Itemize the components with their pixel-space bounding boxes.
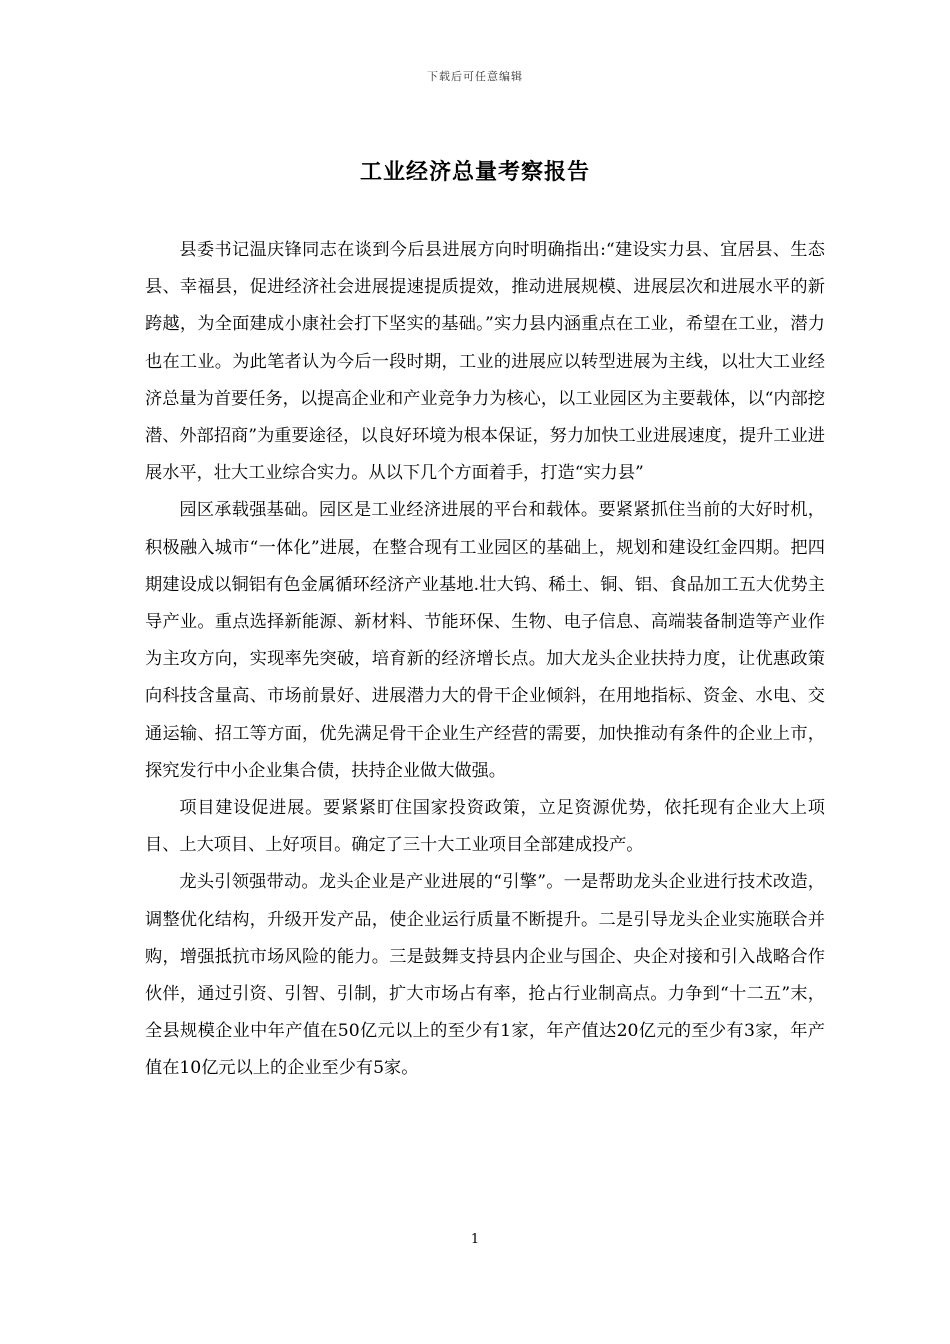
document-body	[145, 232, 825, 1088]
header-note: 下载后可任意编辑	[427, 70, 523, 83]
page-number: 1	[470, 1232, 480, 1247]
paragraph-park: 园区承载强基础。园区是工业经济进展的平台和载体。要紧紧抓住当前的大好时机，积极融入城市“一体化”进展，在整合现有工业园区的基础上，规划和建设红金四期。把四期建设成以铜铝有色金属循环经济产业基地.壮大钨、稀土、铜、铝、食品加工五大优势主导产业。重点选择新能源、新材料、节能环保、生物、电子信息、高端装备制造等产业作为主攻方向，实现率先突破，培育新的经济增长点。加大龙头企业扶持力度，让优惠政策向科技含量高、市场前景好、进展潜力大的骨干企业倾斜，在用地指标、资金、水电、交通运输、招工等方面，优先满足骨干企业生产经营的需要，加快推动有条件的企业上市，探究发行中小企业集合债，扶持企业做大做强。	[145, 500, 825, 781]
document-title: 工业经济总量考察报告	[359, 160, 590, 185]
paragraph-projects: 项目建设促进展。要紧紧盯住国家投资政策，立足资源优势，依托现有企业大上项目、上大项目、上好项目。确定了三十大工业项目全部建成投产。	[145, 798, 825, 856]
paragraph-leading-enterprises: 龙头引领强带动。龙头企业是产业进展的“引擎”。一是帮助龙头企业进行技术改造，调整优化结构，升级开发产品，使企业运行质量不断提升。二是引导龙头企业实施联合并购，增强抵抗市场风险的能力。三是鼓舞支持县内企业与国企、央企对接和引入战略合作伙伴，通过引资、引智、引制，扩大市场占有率，抢占行业制高点。力争到“十二五”末，全县规模企业中年产值在50亿元以上的至少有1家，年产值达20亿元的至少有3家，年产值在10亿元以上的企业至少有5家。	[145, 872, 825, 1079]
paragraph-intro: 县委书记温庆锋同志在谈到今后县进展方向时明确指出:“建设实力县、宜居县、生态县、幸福县，促进经济社会进展提速提质提效，推动进展规模、进展层次和进展水平的新跨越，为全面建成小康社会打下坚实的基础。”实力县内涵重点在工业，希望在工业，潜力也在工业。为此笔者认为今后一段时期，工业的进展应以转型进展为主线，以壮大工业经济总量为首要任务，以提高企业和产业竞争力为核心，以工业园区为主要载体，以“内部挖潜、外部招商”为重要途径，以良好环境为根本保证，努力加快工业进展速度，提升工业进展水平，壮大工业综合实力。从以下几个方面着手，打造“实力县”	[145, 240, 825, 484]
